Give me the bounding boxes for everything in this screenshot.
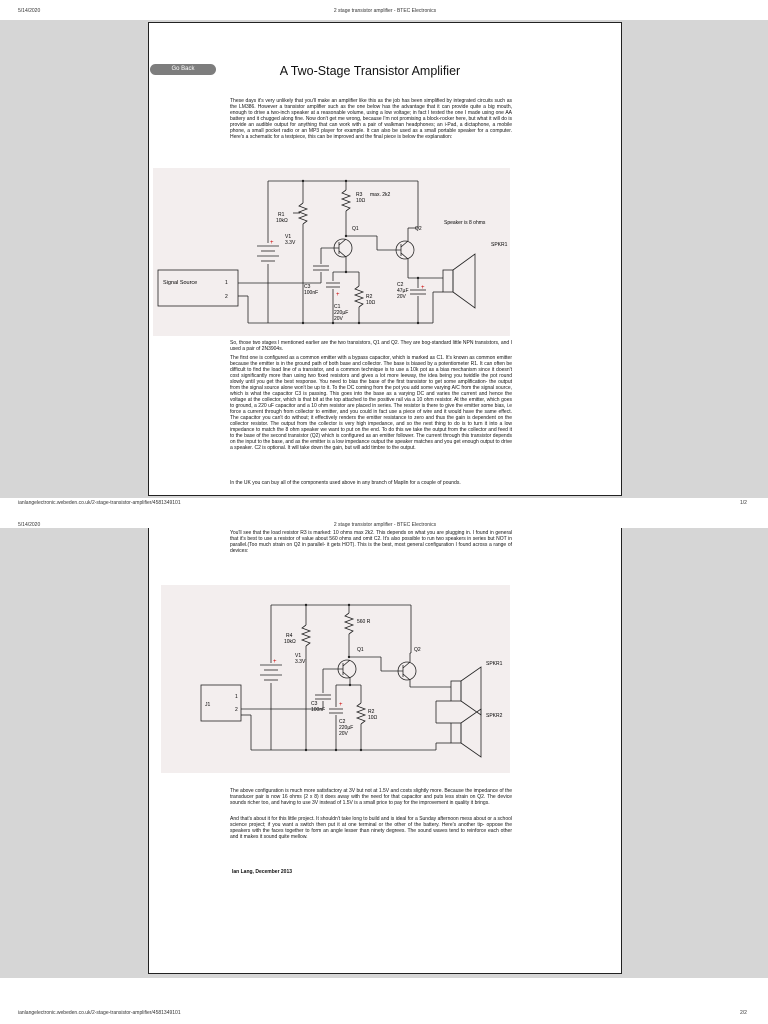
label-v1-2: V1 <box>295 653 302 659</box>
page-number-2: 2/2 <box>740 1010 747 1016</box>
explanation-paragraph: The first one is configured as a common emitter with a bypass capacitor, which is marked as C1. It's known as common emitter because the emitter is in the ground path of both base and collector. The base is biased by a potentiometer R1. It can often be difficult to find the load line of a transistor, and a common technique is to use a 10k pot as a bias mechanism since it doesn't cost significantly more than using two fixed resistors and gives a lot more leeway, the idea being you twiddle the pot round slowly until you get the best response. You need to bias the base of the first transistor to get some amplification- the output from the signal source alone won't be up to it. To the DC coming from the pot you add some varying A/C from the signal source, which is what the capacitor C3 is passing. This goes into the base as a varying DC and varies the current and hence the voltage at the collector, which is that bit at the top attached to the positive rail via a 10 ohm resistor. At the emitter, which goes to ground, a 220 uF capacitor and a 10 ohm resistor are placed in series. The resistor is there to give the emitter some bias, i.e force a current through from collector to emitter, and you could in fact use a piece of wire and it would have the same effect. The capacitor you can't do without; it effectively renders the emitter resistance to zero and thus the gain is dependent on the collector resistor. The output from the collector is very high impedance, and so the next thing to do is to turn it into a low impedance to match the 8 ohm speaker we want to put on the end. To do this we take the output from the collector and feed it to the base of the second transistor (Q2) which is configured as an emitter follower. The current through this transistor depends on the input to the base, and as the emitter is a low impedance output the speaker matches and you get enough output to drive a speaker. C2 is optional. It will take down the gain, but will add timbre to the output. <box>230 355 512 451</box>
page2-intro: You'll see that the load resistor R3 is marked: 10 ohms max 2k2. This depends on what you are plugging in. I found in general that it's best to use a resistor of value about 560 ohms and omit C2. It's also possible to run two speakers in series but NOT in parallel.(Too much strain on Q2 in parallel- it gets HOT). This is the best, most general configuration I found across a range of devices: <box>230 530 512 554</box>
label-c3-value-2: 100nF <box>311 707 326 713</box>
transistors-paragraph: So, those two stages I mentioned earlier are the two transistors, Q1 and Q2. They are bog-standard little NPN transistors, and I used a pair of 2N3904s. <box>230 340 512 352</box>
label-spkr1: SPKR1 <box>491 242 508 248</box>
label-j1: J1 <box>205 702 211 708</box>
schematic-1-drawing <box>153 168 510 336</box>
label-q2: Q2 <box>415 226 422 232</box>
footer-url-2[interactable]: ianlangelectronic.webeden.co.uk/2-stage-transistor-amplifier/4581349101 <box>18 1010 181 1016</box>
label-r3-value: 10Ω <box>356 198 366 204</box>
schematic-2-drawing <box>161 585 510 773</box>
intro-paragraph: These days it's very unlikely that you'll make an amplifier like this as the job has been simplified by integrated circuits such as the LM386. However a transistor amplifier such as the one below has the advantage that it can provide quite a big mouth, enough to drive a two-inch speaker at a reasonable volume, using a low voltage; in fact I tested the one I made using one AA battery and it chugged along fine. Now don't get me wrong, because I'm not promising a block-rocker here, but what it will do is provide an audible output for anything that can work with a pair of walkman headphones; an i-Pad, a dictaphone, a mobile phone, a small pocket radio or an MP3 player for example. It can also be used as a small portable speaker for a computer. Here's a schematic for a testpiece, this can be improved and the final piece is below the explanation: <box>230 98 512 140</box>
label-pin2: 2 <box>225 294 228 300</box>
label-q1-2: Q1 <box>357 647 364 653</box>
label-pin1: 1 <box>225 280 228 286</box>
label-r1-value: 10kΩ <box>276 218 288 224</box>
svg-text:+: + <box>421 285 425 291</box>
label-c2-value-2: 220µF <box>339 725 354 731</box>
label-c1: C1 <box>334 304 341 310</box>
closing-paragraph: And that's about it for this little project. It shouldn't take long to build and is ideal for a Sunday afternoon mess about or a school science project; if you want a switch then put it at one terminal or the other of the battery. Here's another tip- oppose the speakers with the faces together to form an angle lesser than ninety degrees. The sound waves tend to reinforce each other and it makes it sound quite mellow. <box>230 816 512 840</box>
print-header-title: 2 stage transistor amplifier - BTEC Electronics <box>333 8 437 14</box>
label-c1-value: 220µF <box>334 310 349 316</box>
footer-url[interactable]: ianlangelectronic.webeden.co.uk/2-stage-transistor-amplifier/4581349101 <box>18 500 181 506</box>
print-header-title-2: 2 stage transistor amplifier - BTEC Electronics <box>333 522 437 528</box>
svg-text:+: + <box>273 659 277 665</box>
label-r2: R2 <box>366 294 373 300</box>
label-560r: 560 R <box>357 619 371 625</box>
label-spkr2: SPKR2 <box>486 713 503 719</box>
label-j1-pin2: 2 <box>235 707 238 713</box>
improved-config-paragraph: The above configuration is much more satisfactory at 3V but not at 1.5V and costs slightly more. Because the impedance of the transducer pair is now 16 ohms (2 x 8) it does away with the need for that capacitor and puts less strain on Q2. The device sounds richer too, and having to use 3V instead of 1.5V is a small price to pay for the improvement in quality it brings. <box>230 788 512 806</box>
page-number: 1/2 <box>740 500 747 506</box>
label-r2-value-2: 10Ω <box>368 715 378 721</box>
label-c2-voltage: 20V <box>397 294 406 300</box>
author-signature: Ian Lang, December 2013 <box>232 869 293 875</box>
label-signal-source: Signal Source <box>163 280 198 286</box>
svg-text:+: + <box>270 240 274 246</box>
print-date-2: 5/14/2020 <box>18 522 41 528</box>
label-j1-pin1: 1 <box>235 694 238 700</box>
label-c3: C3 <box>304 284 311 290</box>
schematic-test-amplifier <box>153 168 510 336</box>
label-v1: V1 <box>285 234 292 240</box>
go-back-button[interactable]: Go Back <box>150 64 216 75</box>
label-v1-value: 3.3V <box>285 240 296 246</box>
schematic-final-amplifier <box>161 585 510 773</box>
label-spkr1-2: SPKR1 <box>486 661 503 667</box>
label-r4-value: 10kΩ <box>284 639 296 645</box>
svg-text:+: + <box>339 702 343 708</box>
uk-note: In the UK you can buy all of the components used above in any branch of Maplin for a couple of pounds. <box>230 480 461 486</box>
label-c3-2: C3 <box>311 701 318 707</box>
print-date: 5/14/2020 <box>18 8 41 14</box>
label-max: max. 2k2 <box>370 192 391 198</box>
label-q1: Q1 <box>352 226 359 232</box>
svg-text:+: + <box>336 292 340 298</box>
label-r1: R1 <box>278 212 285 218</box>
label-c2-voltage-2: 20V <box>339 731 348 737</box>
label-c2-value: 47µF <box>397 288 409 294</box>
label-r3: R3 <box>356 192 363 198</box>
label-c2: C2 <box>397 282 404 288</box>
label-speaker-note: Speaker is 8 ohms <box>444 220 486 226</box>
label-r2-2: R2 <box>368 709 375 715</box>
label-r4: R4 <box>286 633 293 639</box>
label-q2-2: Q2 <box>414 647 421 653</box>
label-c3-value: 100nF <box>304 290 319 296</box>
label-c2-2: C2 <box>339 719 346 725</box>
page-title: A Two-Stage Transistor Amplifier <box>279 64 461 78</box>
label-r2-value: 10Ω <box>366 300 376 306</box>
label-v1-value-2: 3.3V <box>295 659 306 665</box>
label-c1-voltage: 20V <box>334 316 343 322</box>
